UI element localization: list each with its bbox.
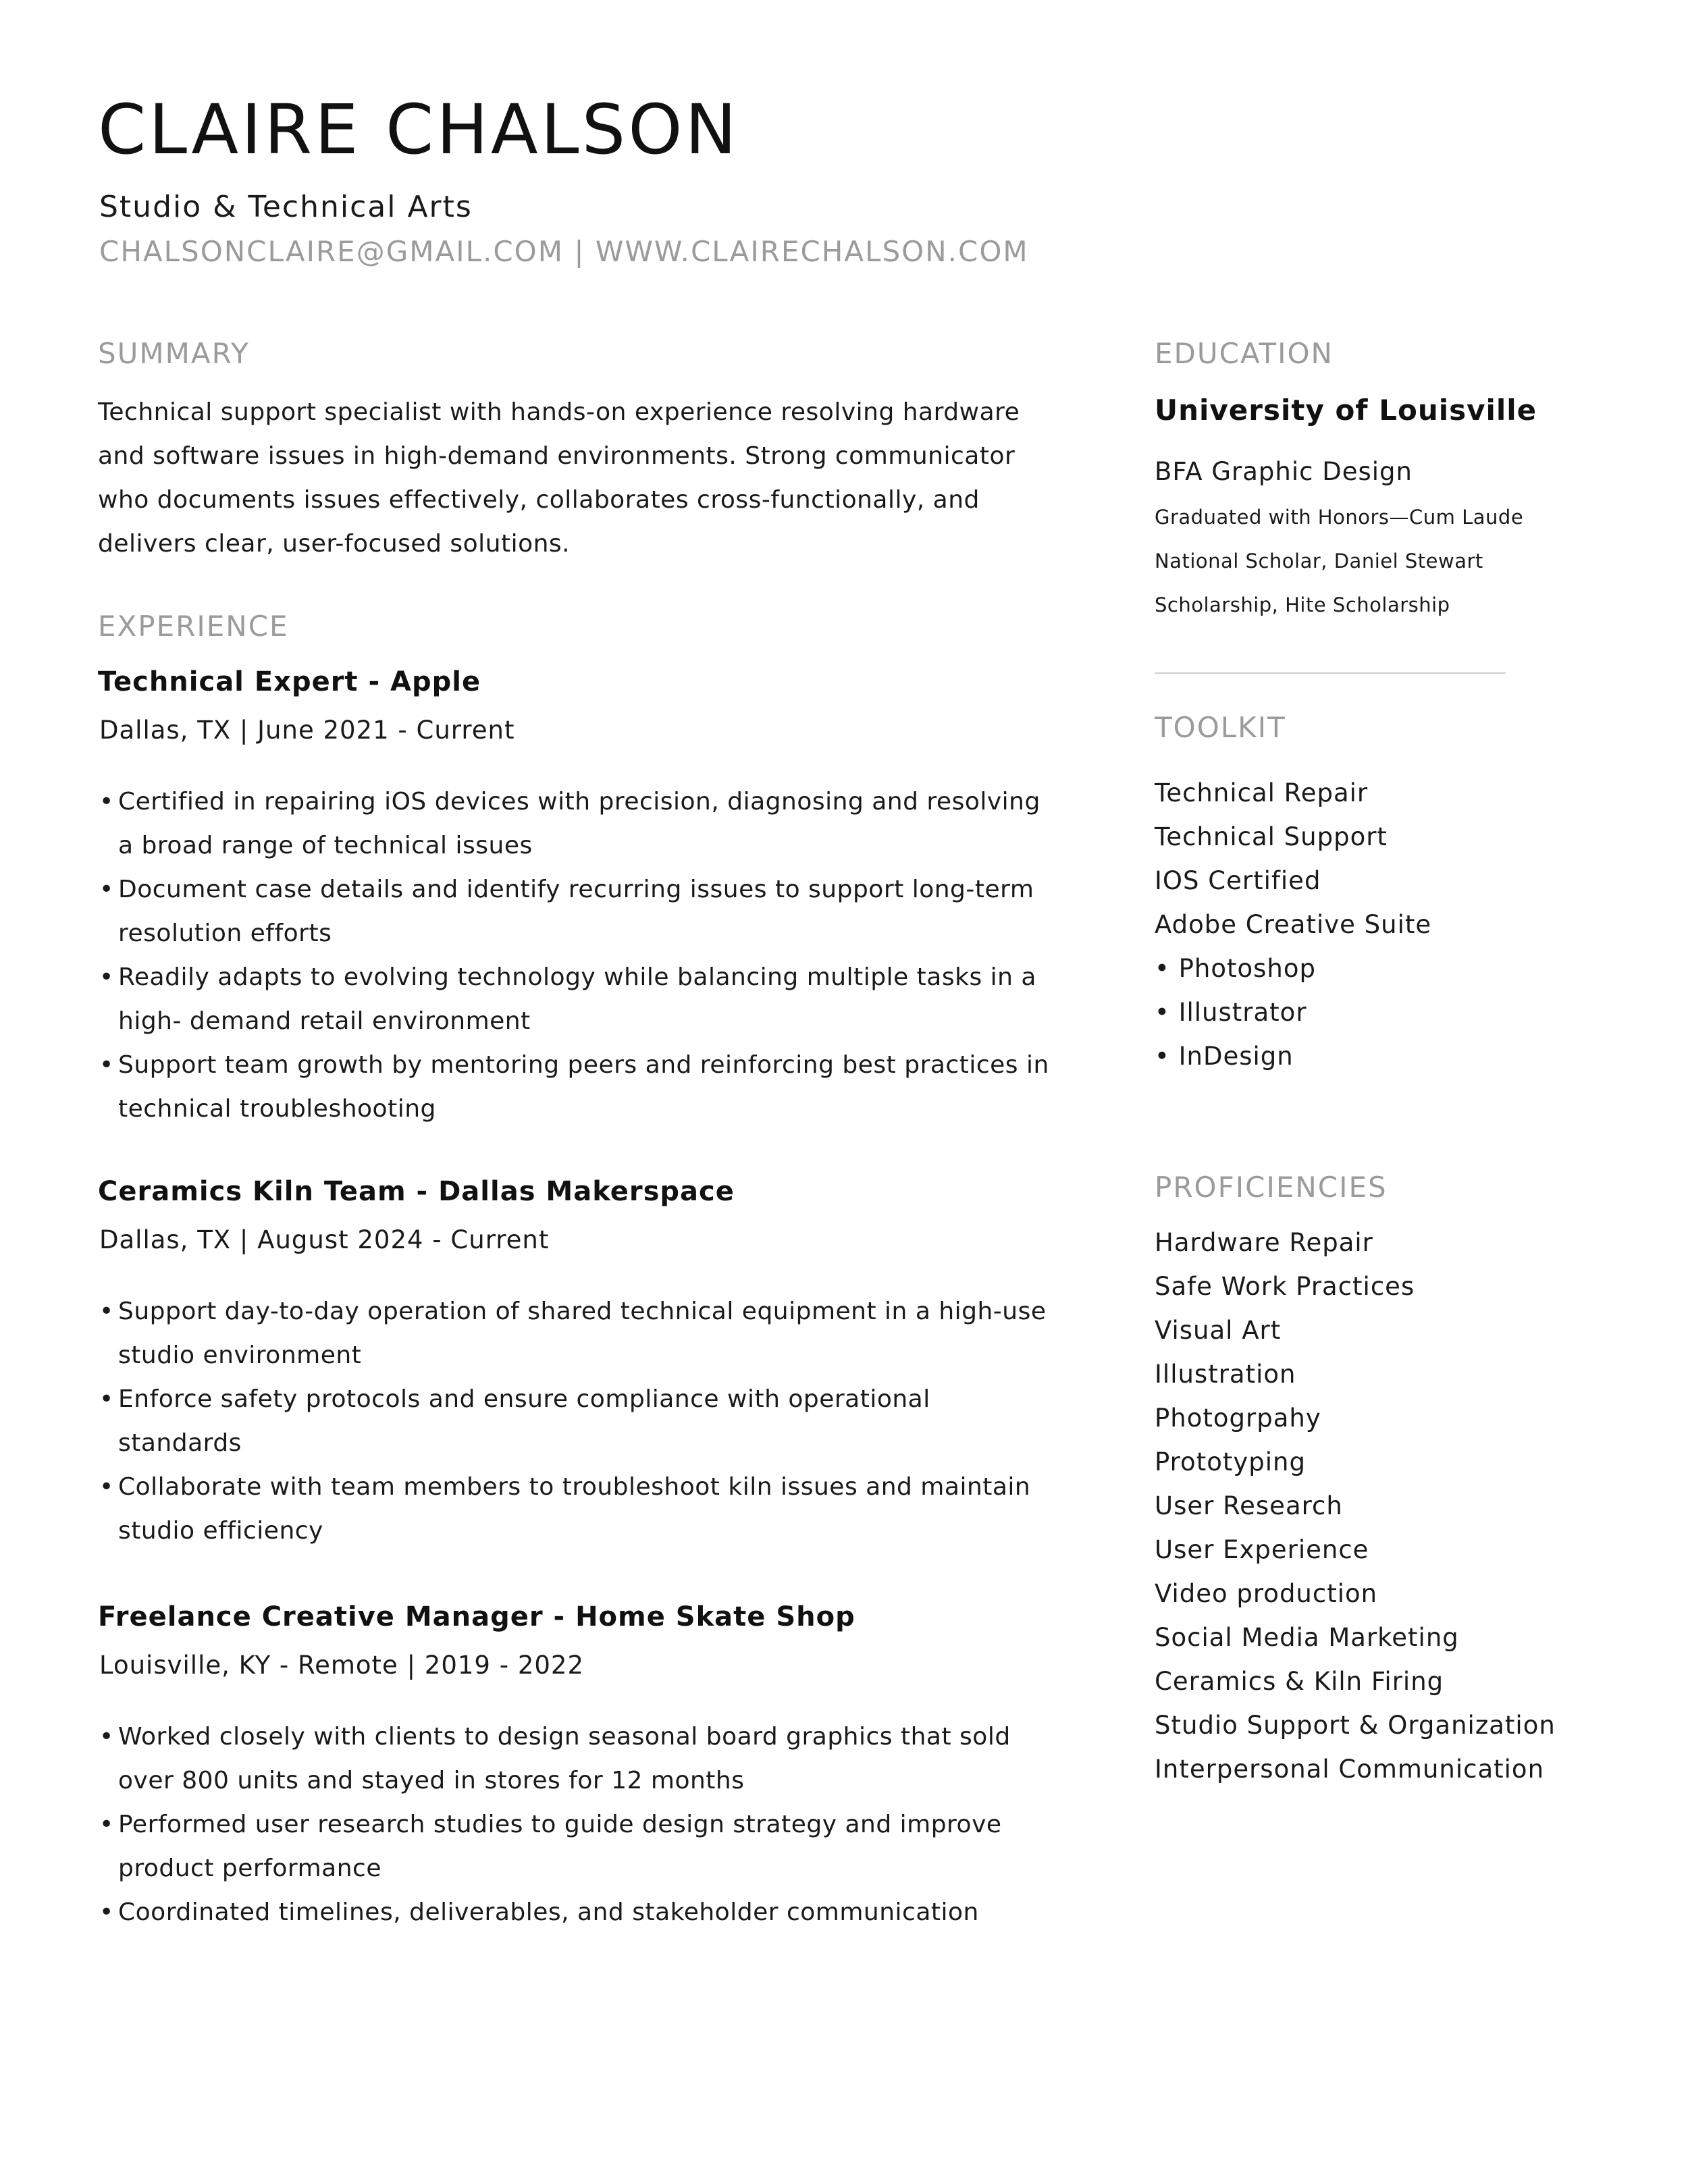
bullet-dot-icon: • [99, 1898, 114, 1926]
job-bullets [99, 780, 1058, 1131]
list-item: Technical Support [1155, 822, 1388, 851]
toolkit-list [1155, 771, 1431, 1078]
list-item: Interpersonal Communication [1155, 1755, 1545, 1784]
list-item: Social Media Marketing [1155, 1623, 1459, 1652]
job-title: Freelance Creative Manager - Home Skate Shop [98, 1601, 855, 1632]
list-item: User Experience [1155, 1535, 1369, 1564]
education-heading: EDUCATION [1155, 337, 1334, 370]
honors: Graduated with Honors—Cum Laude [1155, 506, 1524, 529]
bullet-dot-icon: • [99, 1723, 114, 1751]
proficiencies-list [1155, 1221, 1556, 1791]
bullet-dot-icon: • [99, 876, 114, 903]
proficiencies-heading: PROFICIENCIES [1155, 1171, 1388, 1204]
list-item: • Illustrator [1155, 998, 1307, 1027]
list-item: • Performed user research studies to guide design strategy and improve product performance [99, 1803, 1058, 1890]
list-item: • InDesign [1155, 1042, 1294, 1071]
bullet-dot-icon: • [99, 1051, 114, 1079]
list-item: Hardware Repair [1155, 1228, 1373, 1257]
job-meta: Dallas, TX | August 2024 - Current [99, 1225, 550, 1254]
bullet-dot-icon: • [99, 1811, 114, 1838]
list-item: Visual Art [1155, 1316, 1282, 1345]
list-item: Safe Work Practices [1155, 1272, 1415, 1301]
degree: BFA Graphic Design [1155, 457, 1413, 486]
list-item: • Collaborate with team members to troubleshoot kiln issues and maintain studio efficiency [99, 1465, 1058, 1553]
list-item: User Research [1155, 1491, 1343, 1520]
list-item: • Support team growth by mentoring peers and reinforcing best practices in technical troubleshooting [99, 1043, 1058, 1131]
list-item: • Photoshop [1155, 954, 1316, 983]
list-item: • Worked closely with clients to design seasonal board graphics that sold over 800 units and stayed in stores for 12 months [99, 1715, 1058, 1803]
list-item: • Certified in repairing iOS devices with precision, diagnosing and resolving a broad range of technical issues [99, 780, 1058, 868]
job-title: Ceramics Kiln Team - Dallas Makerspace [98, 1176, 735, 1207]
experience-heading: EXPERIENCE [98, 610, 289, 643]
divider [1155, 672, 1506, 674]
list-item: Technical Repair [1155, 778, 1369, 807]
contact-line: CHALSONCLAIRE@GMAIL.COM | WWW.CLAIRECHALSON.COM [99, 235, 1029, 268]
summary-heading: SUMMARY [98, 337, 250, 370]
bullet-dot-icon: • [99, 1385, 114, 1413]
list-item: • Coordinated timelines, deliverables, and stakeholder communication [99, 1890, 1058, 1934]
resume-subtitle: Studio & Technical Arts [99, 190, 473, 224]
bullet-dot-icon: • [99, 788, 114, 816]
list-item: Illustration [1155, 1360, 1296, 1389]
list-item: Adobe Creative Suite [1155, 910, 1432, 939]
job-bullets [99, 1289, 1058, 1553]
list-item: • Enforce safety protocols and ensure compliance with operational standards [99, 1377, 1058, 1465]
list-item: • Support day-to-day operation of shared technical equipment in a high-use studio environment [99, 1289, 1058, 1377]
job-title: Technical Expert - Apple [98, 666, 481, 697]
resume-name: CLAIRE CHALSON [98, 90, 739, 170]
job-meta: Louisville, KY - Remote | 2019 - 2022 [99, 1651, 584, 1680]
list-item: • Document case details and identify recurring issues to support long-term resolution efforts [99, 868, 1058, 955]
list-item: IOS Certified [1155, 866, 1321, 895]
list-item: Studio Support & Organization [1155, 1711, 1556, 1740]
school-name: University of Louisville [1155, 394, 1537, 427]
bullet-dot-icon: • [99, 1473, 114, 1501]
list-item: Prototyping [1155, 1447, 1306, 1476]
scholarships: National Scholar, Daniel Stewart Scholarship, Hite Scholarship [1155, 550, 1483, 616]
job-bullets [99, 1715, 1058, 1934]
list-item: • Readily adapts to evolving technology while balancing multiple tasks in a high- demand retail environment [99, 955, 1058, 1043]
list-item: Photogrpahy [1155, 1404, 1321, 1433]
job-meta: Dallas, TX | June 2021 - Current [99, 716, 515, 745]
bullet-dot-icon: • [99, 1298, 114, 1325]
toolkit-heading: TOOLKIT [1155, 711, 1286, 744]
summary-text: Technical support specialist with hands-on experience resolving hardware and software issues in high-demand environments. Strong communicator who documents issues effectively, collaborates cross-functionally, and delivers clear, user-focused solutions. [98, 398, 1020, 558]
bullet-dot-icon: • [99, 963, 114, 991]
list-item: Ceramics & Kiln Firing [1155, 1667, 1444, 1696]
list-item: Video production [1155, 1579, 1378, 1608]
